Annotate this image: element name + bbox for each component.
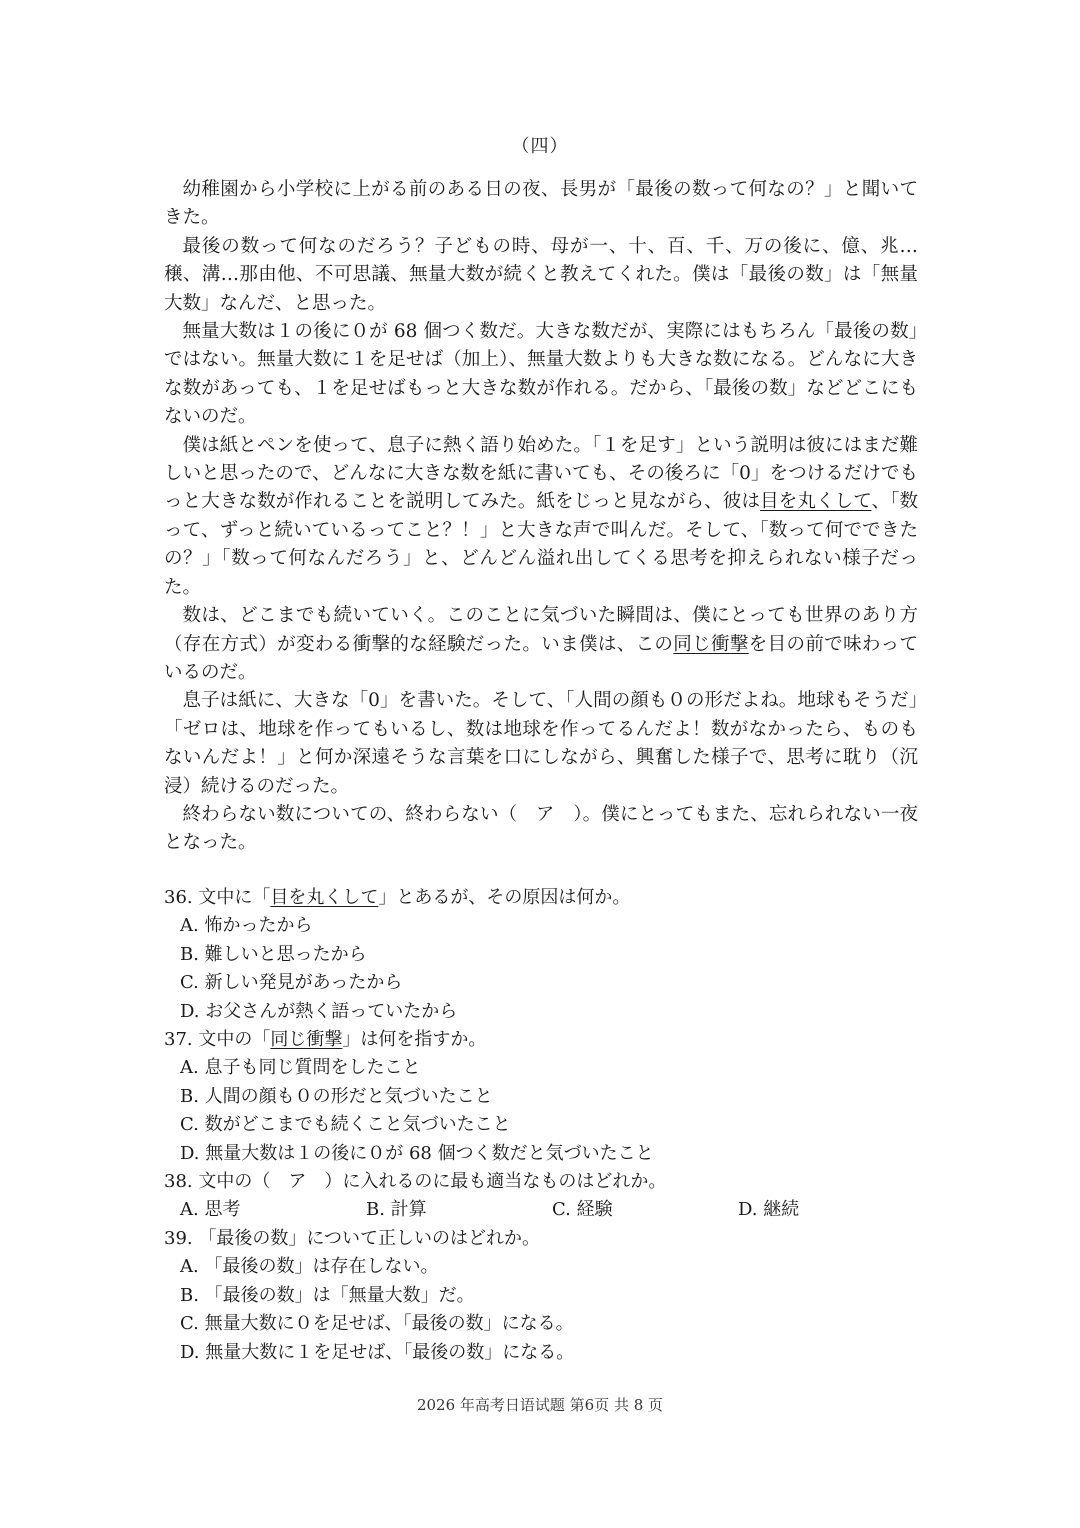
option-a: A. 「最後の数」は存在しない。 — [180, 1256, 439, 1278]
underlined-phrase: 同じ衝撃 — [673, 633, 749, 655]
page-footer: 2026 年高考日语试题 第6页 共 8 页 — [416, 1396, 664, 1414]
question-38 — [164, 1168, 924, 1225]
option-c: C. 新しい発見があったから — [180, 972, 403, 994]
option-b: B. 計算 — [366, 1199, 427, 1221]
option-row — [164, 1196, 924, 1224]
stem-text: 36. 文中に「 — [164, 887, 271, 908]
question-36 — [164, 884, 924, 1026]
reading-passage — [164, 176, 918, 858]
passage-text: 、「数って、ずっと続いているってこと？！」と大きな声で叫んだ。そして、「数って何でできたの？」「数って何なんだろう」と、どんどん溢れ出してくる思考を抑えられない様子だった。 — [164, 491, 918, 598]
option-b: B. 「最後の数」は「無量大数」だ。 — [180, 1284, 475, 1306]
option-d: D. お父さんが熱く語っていたから — [180, 1000, 458, 1022]
option-d: D. 継続 — [738, 1199, 800, 1221]
passage-text: 僕は紙とペンを使って、息子に熱く語り始めた。「１を足す」という説明は彼にはまだ難しいと思ったので、どんなに大きな数を紙に書いても、その後ろに「0」をつけるだけでもっと大きな数が作れることを説明してみた。紙をじっと見ながら、彼は — [164, 434, 918, 513]
question-stem — [164, 1026, 924, 1054]
stem-text: 37. 文中の「 — [164, 1029, 271, 1051]
underlined-phrase: 目を丸くして — [270, 887, 379, 908]
option-c: C. 数がどこまでも続くこと気づいたこと — [180, 1114, 511, 1136]
option-a: A. 思考 — [180, 1199, 241, 1221]
passage-paragraph-3: 無量大数は１の後に０が 68 個つく数だ。大きな数だが、実際にはもちろん「最後の数」ではない。無量大数に１を足せば（加上）、無量大数よりも大きな数になる。どんなに大きな数があっても、１を足せばもっと大きな数が作れる。だから、「最後の数」などどこにもないのだ。 — [164, 321, 918, 428]
option-a: A. 息子も同じ質問をしたこと — [180, 1057, 421, 1079]
question-39 — [164, 1225, 924, 1367]
option-d: D. 無量大数は１の後に０が 68 個つく数だと気づいたこと — [180, 1142, 654, 1164]
passage-paragraph-2: 最後の数って何なのだろう？子どもの時、母が一、十、百、千、万の後に、億、兆…穣、溝…那由他、不可思議、無量大数が続くと教えてくれた。僕は「最後の数」は「無量大数」なんだ、と思った。 — [164, 235, 918, 314]
stem-text: 」は何を指すか。 — [342, 1029, 487, 1051]
question-stem: 38. 文中の（ ア ）に入れるのに最も適当なものはどれか。 — [164, 1171, 667, 1193]
question-stem — [164, 884, 924, 912]
section-title: （四） — [511, 136, 569, 157]
option-d: D. 無量大数に１を足せば、「最後の数」になる。 — [180, 1341, 575, 1363]
passage-text: 数は、どこまでも続いていく。このことに気づいた瞬間は、僕にとっても世界のあり方（存在方式）が変わる衝撃的な経験だった。いま僕は、この — [164, 605, 918, 655]
passage-paragraph-1: 幼稚園から小学校に上がる前のある日の夜、長男が「最後の数って何なの？」と聞いてきた。 — [164, 179, 918, 229]
underlined-phrase: 同じ衝撃 — [270, 1029, 343, 1051]
option-b: B. 人間の顔も０の形だと気づいたこと — [180, 1085, 493, 1107]
passage-paragraph-5 — [164, 602, 918, 687]
passage-paragraph-7: 終わらない数についての、終わらない（ ア ）。僕にとってもまた、忘れられない一夜となった。 — [164, 803, 918, 854]
question-37 — [164, 1026, 924, 1168]
stem-text: 」とあるが、その原因は何か。 — [378, 887, 631, 908]
question-list — [164, 884, 924, 1367]
option-a: A. 怖かったから — [180, 915, 313, 937]
underlined-phrase: 目を丸くして — [760, 491, 872, 513]
passage-text: を目の前で味わっているのだ。 — [164, 633, 918, 683]
option-c: C. 無量大数に０を足せば、「最後の数」になる。 — [180, 1313, 574, 1335]
question-stem: 39. 「最後の数」について正しいのはどれか。 — [164, 1227, 540, 1249]
passage-paragraph-4 — [164, 432, 918, 602]
option-c: C. 経験 — [552, 1199, 613, 1221]
passage-paragraph-6: 息子は紙に、大きな「0」を書いた。そして、「人間の顔も０の形だよね。地球もそうだ」「ゼロは、地球を作ってもいるし、数は地球を作ってるんだよ！数がなかったら、ものもないんだよ！」と何か深遠そうな言葉を口にしながら、興奮した様子で、思考に耽り（沉浸）続けるのだった。 — [164, 690, 918, 797]
option-b: B. 難しいと思ったから — [180, 943, 367, 965]
